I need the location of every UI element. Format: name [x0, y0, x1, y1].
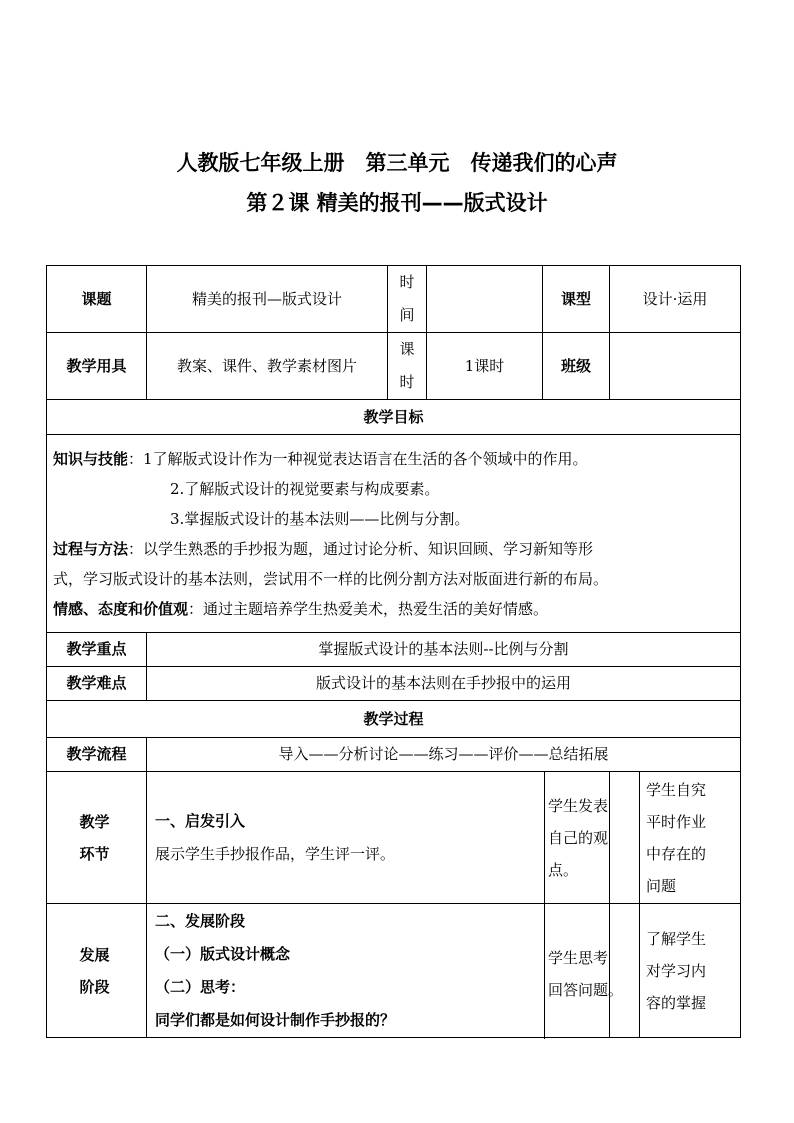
stage1-student-line-1: 学生发表 — [548, 797, 609, 815]
flow-value: 导入——分析讨论——练习——评价——总结拓展 — [147, 738, 741, 772]
hours-label-char-2: 时 — [399, 373, 415, 391]
stage2-student-line-2: 回答问题。 — [548, 981, 624, 999]
goals-content — [47, 435, 741, 633]
knowledge-line-2: 2.了解版式设计的视觉要素与构成要素。 — [170, 479, 440, 498]
topic-label: 课题 — [47, 266, 147, 333]
time-label-char-2: 间 — [399, 306, 415, 324]
knowledge-label: 知识与技能 — [53, 449, 129, 468]
stage2-purpose-line-1: 了解学生 — [646, 929, 707, 948]
stage1-content — [147, 772, 610, 904]
lesson-title: 第２课 精美的报刊——版式设计 — [246, 191, 548, 215]
stage1-purpose-line-1: 学生自究 — [646, 780, 707, 799]
topic-value: 精美的报刊—版式设计 — [147, 266, 388, 333]
process-text-1: ：以学生熟悉的手抄报为题，通过讨论分析、知识回顾、学习新知等形 — [128, 539, 594, 558]
difficulty-label: 教学难点 — [47, 667, 147, 701]
tools-label: 教学用具 — [47, 333, 147, 400]
stage1-student-line-2: 自己的观 — [548, 829, 609, 847]
knowledge-text-1: ：1了解版式设计作为一种视觉表达语言在生活的各个领域中的作用。 — [128, 449, 588, 468]
stage2-student — [548, 942, 644, 1006]
stage1-label-line-2: 环节 — [79, 844, 110, 863]
hours-value: 1课时 — [427, 333, 543, 400]
time-label-char-1: 时 — [399, 273, 415, 291]
stage2-label-line-2: 阶段 — [79, 977, 110, 996]
type-label: 课型 — [543, 266, 610, 333]
emotion-line — [53, 594, 734, 624]
emotion-text: ：通过主题培养学生热爱美术，热爱生活的美好情感。 — [188, 599, 549, 618]
stage2-purpose-line-3: 容的掌握 — [646, 993, 707, 1012]
stage1-purpose-line-2: 平时作业 — [646, 812, 707, 831]
stage1-purpose-line-4: 问题 — [646, 876, 677, 895]
tools-value: 教案、课件、教学素材图片 — [147, 333, 388, 400]
knowledge-line-3: 3.掌握版式设计的基本法则——比例与分割。 — [170, 509, 470, 528]
stage1-purpose — [640, 772, 741, 904]
row-flow — [47, 738, 741, 772]
process-header: 教学过程 — [47, 701, 741, 738]
key-label: 教学重点 — [47, 633, 147, 667]
goals-header: 教学目标 — [47, 400, 741, 435]
stage1-student-line-3: 点。 — [548, 861, 579, 879]
process-line-1 — [53, 534, 734, 564]
stage1-text: 展示学生手抄报作品，学生评一评。 — [155, 844, 396, 863]
stage2-purpose — [640, 904, 741, 1038]
lesson-plan-table — [46, 265, 741, 1038]
stage2-student-divider — [544, 905, 545, 1039]
stage1-student-divider — [544, 771, 545, 905]
stage2-concept: （一）版式设计概念 — [155, 944, 291, 963]
stage1-label-line-1: 教学 — [79, 812, 110, 831]
stage1-purpose-line-3: 中存在的 — [646, 844, 707, 863]
process-method-label: 过程与方法 — [53, 539, 129, 558]
hours-label-char-1: 课 — [399, 340, 415, 358]
class-label: 班级 — [543, 333, 610, 400]
flow-label: 教学流程 — [47, 738, 147, 772]
stage2-label — [47, 904, 147, 1038]
row-process-header — [47, 701, 741, 738]
stage2-think: （二）思考： — [155, 977, 246, 996]
stage1-student — [548, 790, 640, 886]
difficulty-value: 版式设计的基本法则在手抄报中的运用 — [147, 667, 741, 701]
stage2-label-line-1: 发展 — [79, 945, 110, 964]
stage2-content — [147, 904, 610, 1038]
stage2-student-line-1: 学生思考 — [548, 949, 609, 967]
stage2-heading: 二、发展阶段 — [155, 911, 246, 930]
key-value: 掌握版式设计的基本法则--比例与分割 — [147, 633, 741, 667]
stage1-label — [47, 772, 147, 904]
time-label — [388, 266, 427, 333]
row-topic — [47, 266, 741, 333]
row-tools — [47, 333, 741, 400]
class-value — [610, 333, 741, 400]
time-value — [427, 266, 543, 333]
row-difficulty — [47, 667, 741, 701]
row-goals — [47, 435, 741, 633]
process-line-2: 式，学习版式设计的基本法则，尝试用不一样的比例分割方法对版面进行新的布局。 — [53, 569, 609, 588]
row-goals-header — [47, 400, 741, 435]
hours-label — [388, 333, 427, 400]
document-title: 人教版七年级上册 第三单元 传递我们的心声 — [176, 151, 618, 175]
stage2-purpose-line-2: 对学习内 — [646, 961, 707, 980]
row-key — [47, 633, 741, 667]
knowledge-line-1 — [53, 444, 734, 474]
emotion-label: 情感、态度和价值观 — [53, 599, 189, 618]
stage1-heading: 一、启发引入 — [155, 811, 246, 830]
type-value: 设计·运用 — [610, 266, 741, 333]
stage2-question: 同学们都是如何设计制作手抄报的？ — [155, 1010, 396, 1029]
